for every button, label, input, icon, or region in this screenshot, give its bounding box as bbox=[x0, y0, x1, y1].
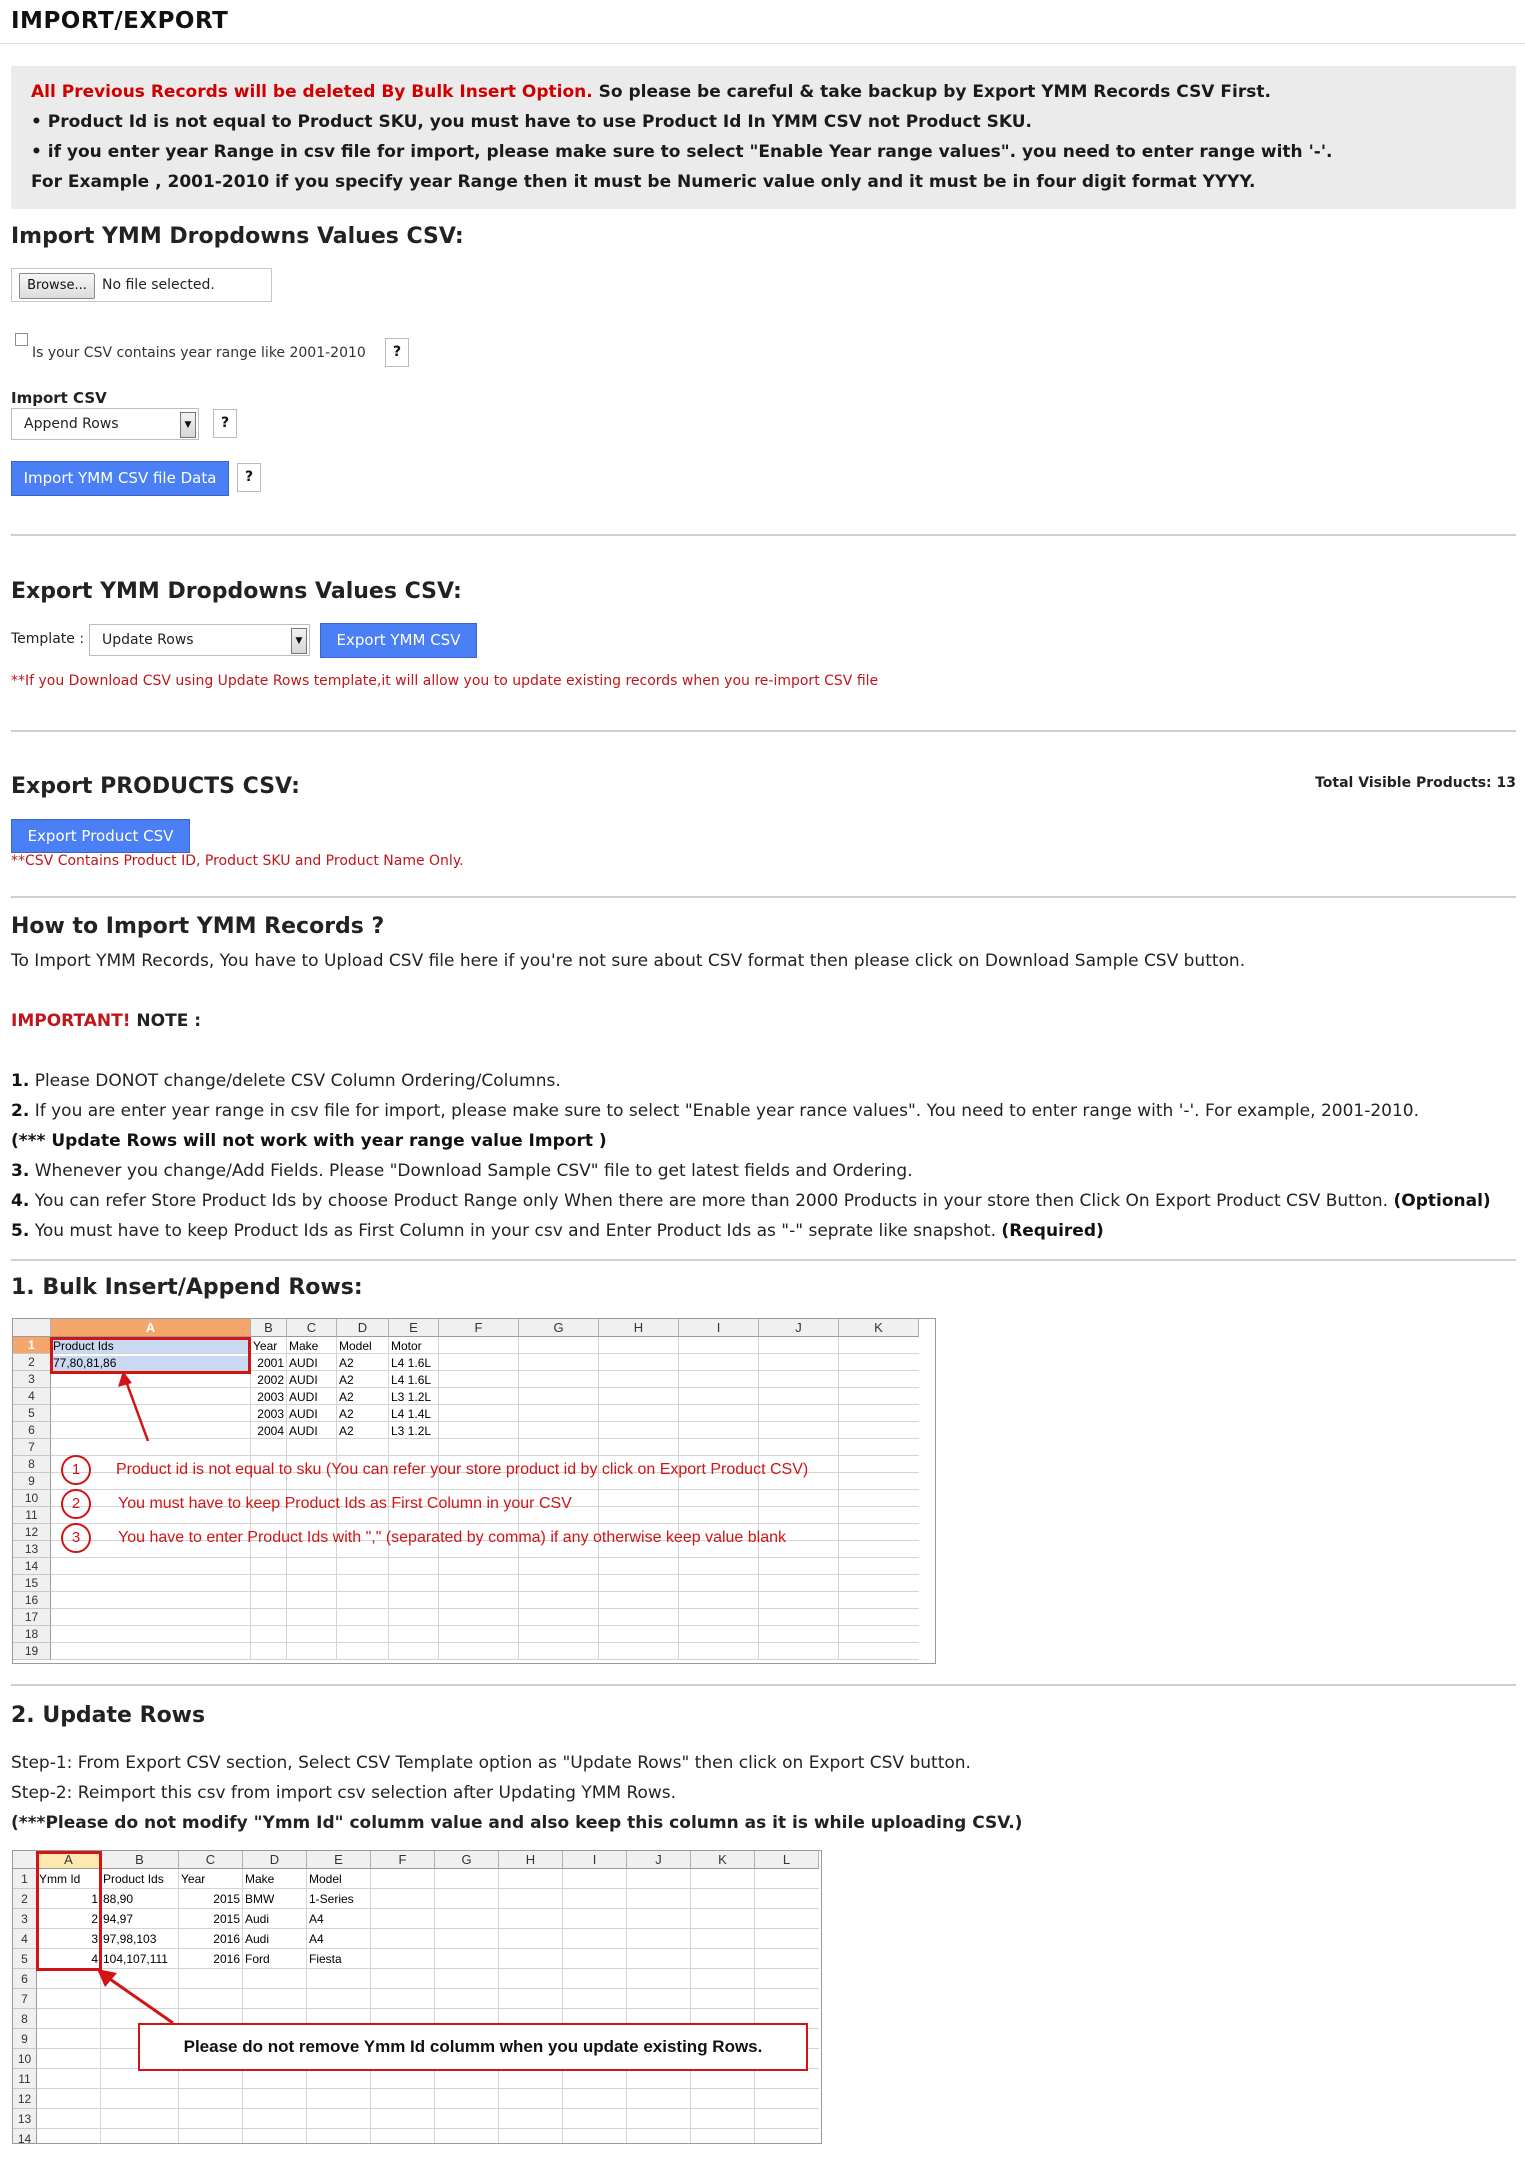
column-header: A bbox=[51, 1319, 251, 1337]
row-header: 1 bbox=[13, 1337, 51, 1354]
bulk-section-title: 1. Bulk Insert/Append Rows: bbox=[11, 1275, 363, 1300]
callout-box: Please do not remove Ymm Id columm when you update existing Rows. bbox=[138, 2023, 808, 2071]
row-header: 16 bbox=[13, 1592, 51, 1609]
divider bbox=[11, 1259, 1516, 1261]
row-header: 10 bbox=[13, 2049, 37, 2069]
annotation-text: You have to enter Product Ids with "," (separated by comma) if any otherwise keep value blank bbox=[118, 1529, 787, 1546]
column-header: B bbox=[251, 1319, 287, 1337]
row-header: 13 bbox=[13, 2109, 37, 2129]
data-cell: A4 bbox=[309, 1932, 324, 1946]
howto-item: 1. Please DONOT change/delete CSV Column Ordering/Columns. bbox=[11, 1071, 561, 1091]
update-step-1: Step-1: From Export CSV section, Select CSV Template option as "Update Rows" then click on Export CSV button. bbox=[11, 1753, 971, 1773]
important-note-heading: IMPORTANT! NOTE : bbox=[11, 1011, 202, 1031]
data-cell: 2004 bbox=[257, 1424, 284, 1438]
notice-line-1: All Previous Records will be deleted By Bulk Insert Option. So please be careful & take backup by Export YMM Records CSV First. bbox=[31, 82, 1271, 102]
howto-section-title: How to Import YMM Records ? bbox=[11, 914, 385, 939]
data-cell: L3 1.2L bbox=[391, 1390, 432, 1404]
header-cell: Make bbox=[289, 1339, 319, 1353]
import-csv-label: Import CSV bbox=[11, 389, 107, 407]
annotation-arrow bbox=[13, 1319, 935, 1663]
data-cell: A2 bbox=[339, 1407, 354, 1421]
header-cell: Model bbox=[339, 1339, 372, 1353]
data-cell: A2 bbox=[339, 1424, 354, 1438]
data-cell: AUDI bbox=[289, 1373, 318, 1387]
column-header: E bbox=[307, 1851, 371, 1869]
row-header: 1 bbox=[13, 1869, 37, 1889]
data-cell: AUDI bbox=[289, 1407, 318, 1421]
template-value: Update Rows bbox=[102, 632, 194, 648]
annotation-text: You must have to keep Product Ids as First Column in your CSV bbox=[118, 1495, 572, 1512]
data-cell: Ford bbox=[245, 1952, 270, 1966]
import-mode-select[interactable] bbox=[11, 408, 199, 440]
update-step-2: Step-2: Reimport this csv from import csv selection after Updating YMM Rows. bbox=[11, 1783, 677, 1803]
import-section-title: Import YMM Dropdowns Values CSV: bbox=[11, 224, 464, 249]
row-header: 15 bbox=[13, 1575, 51, 1592]
column-header: I bbox=[679, 1319, 759, 1337]
annotation-text: Product id is not equal to sku (You can refer your store product id by click on Export Product CSV) bbox=[116, 1461, 809, 1478]
data-cell: Fiesta bbox=[309, 1952, 342, 1966]
row-header: 9 bbox=[13, 2029, 37, 2049]
row-header: 2 bbox=[13, 1354, 51, 1371]
howto-item: 4. You can refer Store Product Ids by choose Product Range only When there are more than 2000 Products in your store then Click On Export Product CSV Button. (Optional) bbox=[11, 1191, 1491, 1211]
row-header: 5 bbox=[13, 1949, 37, 1969]
row-header: 10 bbox=[13, 1490, 51, 1507]
file-upload-field[interactable] bbox=[11, 268, 272, 302]
row-header: 7 bbox=[13, 1989, 37, 2009]
data-cell: A2 bbox=[339, 1356, 354, 1370]
row-header: 7 bbox=[13, 1439, 51, 1456]
arrow-head bbox=[118, 1371, 132, 1387]
data-cell: 94,97 bbox=[103, 1912, 134, 1926]
column-header: K bbox=[691, 1851, 755, 1869]
header-cell: Product Ids bbox=[53, 1339, 249, 1353]
data-cell: 2015 bbox=[213, 1912, 240, 1926]
column-header: C bbox=[179, 1851, 243, 1869]
header-cell: Make bbox=[245, 1872, 275, 1886]
header-cell: Model bbox=[309, 1872, 342, 1886]
import-ymm-csv-button[interactable]: Import YMM CSV file Data bbox=[11, 461, 229, 496]
data-cell: 2015 bbox=[213, 1892, 240, 1906]
row-header: 14 bbox=[13, 2129, 37, 2144]
data-cell: 77,80,81,86 bbox=[53, 1356, 249, 1370]
arrow-head bbox=[97, 1969, 117, 1987]
data-cell: A2 bbox=[339, 1373, 354, 1387]
chevron-down-icon: ▼ bbox=[180, 412, 196, 438]
row-header: 4 bbox=[13, 1388, 51, 1405]
export-ymm-section-title: Export YMM Dropdowns Values CSV: bbox=[11, 579, 462, 604]
row-header: 13 bbox=[13, 1541, 51, 1558]
chevron-down-icon: ▼ bbox=[291, 628, 307, 654]
data-cell: Audi bbox=[245, 1932, 270, 1946]
data-cell: L4 1.6L bbox=[391, 1356, 432, 1370]
divider bbox=[11, 1684, 1516, 1686]
row-header: 14 bbox=[13, 1558, 51, 1575]
data-cell: 2003 bbox=[257, 1390, 284, 1404]
arrow-line bbox=[107, 1977, 173, 2023]
notice-warning-text: All Previous Records will be deleted By Bulk Insert Option. bbox=[31, 82, 593, 102]
notice-line-4: For Example , 2001-2010 if you specify year Range then it must be Numeric value only and it must be in four digit format YYYY. bbox=[31, 172, 1256, 192]
data-cell: L3 1.2L bbox=[391, 1424, 432, 1438]
year-range-help-button[interactable]: ? bbox=[385, 338, 409, 367]
arrow-line bbox=[126, 1381, 148, 1441]
data-cell: 2 bbox=[91, 1912, 98, 1926]
howto-item: 2. If you are enter year range in csv file for import, please make sure to select "Enable year rance values". You need to enter range with '-'. For example, 2001-2010. bbox=[11, 1101, 1420, 1121]
column-header: J bbox=[627, 1851, 691, 1869]
data-cell: A2 bbox=[339, 1390, 354, 1404]
data-cell: Audi bbox=[245, 1912, 270, 1926]
update-section-title: 2. Update Rows bbox=[11, 1703, 206, 1728]
header-cell: Year bbox=[253, 1339, 278, 1353]
howto-intro: To Import YMM Records, You have to Upload CSV file here if you're not sure about CSV format then please click on Download Sample CSV button. bbox=[11, 951, 1246, 971]
notice-line-3: • if you enter year Range in csv file for import, please make sure to select "Enable Year range values". you need to enter range with '-'. bbox=[31, 142, 1333, 162]
data-cell: 4 bbox=[91, 1952, 98, 1966]
data-cell: AUDI bbox=[289, 1424, 318, 1438]
row-header: 11 bbox=[13, 2069, 37, 2089]
data-cell: 104,107,111 bbox=[103, 1952, 168, 1966]
row-header: 6 bbox=[13, 1969, 37, 1989]
row-header: 6 bbox=[13, 1422, 51, 1439]
header-cell: Motor bbox=[391, 1339, 422, 1353]
export-products-section-title: Export PRODUCTS CSV: bbox=[11, 774, 300, 799]
column-header: B bbox=[101, 1851, 179, 1869]
column-header: A bbox=[37, 1851, 101, 1869]
column-header: E bbox=[389, 1319, 439, 1337]
howto-item: 3. Whenever you change/Add Fields. Please "Download Sample CSV" file to get latest fields and Ordering. bbox=[11, 1161, 913, 1181]
export-product-csv-button[interactable]: Export Product CSV bbox=[11, 819, 190, 853]
import-mode-value: Append Rows bbox=[24, 416, 119, 432]
notice-line-2: • Product Id is not equal to Product SKU, you must have to use Product Id In YMM CSV not Product SKU. bbox=[31, 112, 1032, 132]
data-cell: BMW bbox=[245, 1892, 275, 1906]
column-header: L bbox=[755, 1851, 819, 1869]
data-cell: 2002 bbox=[257, 1373, 284, 1387]
warning-notice bbox=[11, 66, 1516, 209]
data-cell: AUDI bbox=[289, 1356, 318, 1370]
export-ymm-csv-button[interactable]: Export YMM CSV bbox=[320, 623, 477, 658]
row-header: 8 bbox=[13, 1456, 51, 1473]
howto-item: 5. You must have to keep Product Ids as First Column in your csv and Enter Product Ids as "-" seprate like snapshot. (Required) bbox=[11, 1221, 1104, 1241]
data-cell: 2016 bbox=[213, 1952, 240, 1966]
row-header: 12 bbox=[13, 2089, 37, 2109]
browse-button[interactable]: Browse... bbox=[19, 273, 95, 299]
row-header: 19 bbox=[13, 1643, 51, 1660]
column-header: D bbox=[337, 1319, 389, 1337]
data-cell: 2003 bbox=[257, 1407, 284, 1421]
year-range-checkbox[interactable] bbox=[15, 333, 28, 346]
row-header: 11 bbox=[13, 1507, 51, 1524]
bulk-insert-spreadsheet-snapshot bbox=[12, 1318, 936, 1664]
export-products-note: **CSV Contains Product ID, Product SKU and Product Name Only. bbox=[11, 853, 464, 869]
data-cell: 97,98,103 bbox=[103, 1932, 157, 1946]
data-cell: AUDI bbox=[289, 1390, 318, 1404]
column-header: G bbox=[519, 1319, 599, 1337]
header-cell: Product Ids bbox=[103, 1872, 164, 1886]
import-button-help-button[interactable]: ? bbox=[237, 463, 261, 492]
template-label: Template : bbox=[11, 631, 85, 647]
year-range-checkbox-label: Is your CSV contains year range like 2001-2010 bbox=[32, 345, 366, 361]
column-header: D bbox=[243, 1851, 307, 1869]
data-cell: 2016 bbox=[213, 1932, 240, 1946]
row-header: 3 bbox=[13, 1371, 51, 1388]
annotation-arrow bbox=[13, 1851, 821, 2143]
data-cell: L4 1.6L bbox=[391, 1373, 432, 1387]
annotation-number-badge: 2 bbox=[61, 1489, 91, 1519]
annotation-number-badge: 3 bbox=[61, 1523, 91, 1553]
data-cell: 1-Series bbox=[309, 1892, 354, 1906]
row-header: 4 bbox=[13, 1929, 37, 1949]
column-header: J bbox=[759, 1319, 839, 1337]
data-cell: 1 bbox=[91, 1892, 98, 1906]
data-cell: L4 1.4L bbox=[391, 1407, 432, 1421]
header-bar bbox=[0, 0, 1525, 44]
column-header: I bbox=[563, 1851, 627, 1869]
page-title: IMPORT/EXPORT bbox=[11, 8, 229, 34]
row-header: 17 bbox=[13, 1609, 51, 1626]
row-header: 3 bbox=[13, 1909, 37, 1929]
update-warning: (***Please do not modify "Ymm Id" columm value and also keep this column as it is while uploading CSV.) bbox=[11, 1813, 1023, 1833]
column-header: F bbox=[371, 1851, 435, 1869]
column-header: G bbox=[435, 1851, 499, 1869]
column-header: F bbox=[439, 1319, 519, 1337]
template-select[interactable] bbox=[89, 624, 310, 656]
row-header: 8 bbox=[13, 2009, 37, 2029]
row-header: 12 bbox=[13, 1524, 51, 1541]
import-mode-help-button[interactable]: ? bbox=[213, 409, 237, 438]
data-cell: 88,90 bbox=[103, 1892, 134, 1906]
header-cell: Year bbox=[181, 1872, 206, 1886]
data-cell: 3 bbox=[91, 1932, 98, 1946]
column-header: C bbox=[287, 1319, 337, 1337]
annotation-number-badge: 1 bbox=[61, 1455, 91, 1485]
howto-item: (*** Update Rows will not work with year range value Import ) bbox=[11, 1131, 607, 1151]
column-header: H bbox=[499, 1851, 563, 1869]
divider bbox=[11, 896, 1516, 898]
file-status-text: No file selected. bbox=[102, 277, 215, 293]
total-visible-products: Total Visible Products: 13 bbox=[1315, 775, 1516, 791]
column-header: H bbox=[599, 1319, 679, 1337]
row-header: 18 bbox=[13, 1626, 51, 1643]
export-ymm-note: **If you Download CSV using Update Rows template,it will allow you to update existing records when you re-import CSV file bbox=[11, 673, 879, 689]
row-header: 9 bbox=[13, 1473, 51, 1490]
header-cell: Ymm Id bbox=[39, 1872, 81, 1886]
row-header: 2 bbox=[13, 1889, 37, 1909]
data-cell: A4 bbox=[309, 1912, 324, 1926]
column-header: K bbox=[839, 1319, 919, 1337]
data-cell: 2001 bbox=[257, 1356, 284, 1370]
update-rows-spreadsheet-snapshot bbox=[12, 1850, 822, 2144]
divider bbox=[11, 534, 1516, 536]
divider bbox=[11, 730, 1516, 732]
row-header: 5 bbox=[13, 1405, 51, 1422]
